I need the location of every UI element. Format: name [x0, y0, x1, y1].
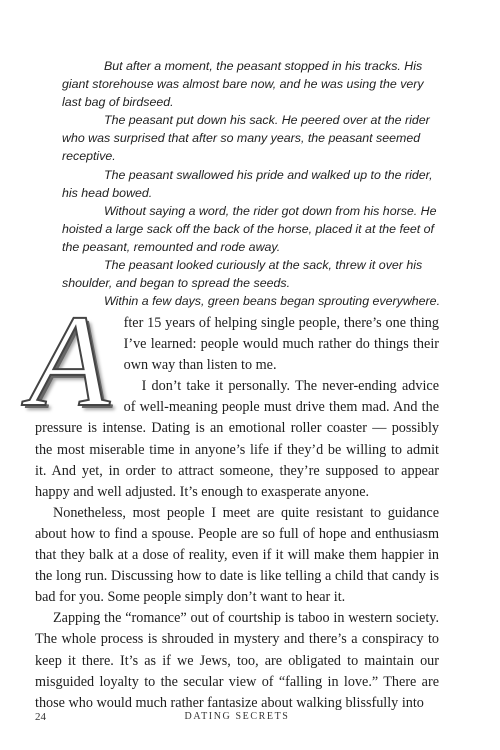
body-paragraph: Nonetheless, most people I meet are quite resistant to guidance about how to find a spouse. People are so full of hope and enthusiasm that they balk at a dose of reality, even if it will make them happier in the long run. Discussing how to date is like telling a child that candy is bad for you. Some people simply don’t want to hear it.: [35, 504, 439, 606]
body-paragraph: Zapping the “romance” out of courtship is taboo in western society. The whole process is shrouded in mystery and there’s a conspiracy to keep it there. It’s as if we Jews, too, are obligated to maintain our misguided loyalty to the secular view of “falling in love.” There are those who would much rather fantasize about walking blissfully into: [35, 610, 439, 711]
drop-cap-letter: A: [29, 287, 110, 434]
italic-paragraph: But after a moment, the peasant stopped in his tracks. His giant storehouse was almost bare now, and he was using the very last bag of birdseed.: [62, 59, 424, 110]
running-head: DATING SECRETS: [184, 711, 290, 722]
italic-story-excerpt: [62, 57, 442, 310]
italic-paragraph: Within a few days, green beans began sprouting everywhere.: [104, 294, 441, 309]
italic-paragraph: The peasant put down his sack. He peered over at the rider who was surprised that after so many years, the peasant seemed receptive.: [62, 113, 430, 164]
italic-paragraph: The peasant swallowed his pride and walked up to the rider, his head bowed.: [62, 167, 433, 200]
italic-paragraph: The peasant looked curiously at the sack, threw it over his shoulder, and began to spread the seeds.: [62, 258, 423, 291]
first-paragraph-text: fter 15 years of helping single people, there’s one thing I’ve learned: people would much rather do things their own way than listen to me.: [123, 315, 439, 374]
body-paragraph: I don’t take it personally. The never-ending advice of well-meaning people must drive them mad. And the pressure is intense. Dating is an emotional roller coaster — possibly the most miserable time in anyone’s life if they’d be willing to admit it. And yet, in order to attract someone, they’re supposed to appear happy and well adjusted. It’s enough to exasperate anyone.: [35, 378, 439, 500]
page-number: 24: [35, 711, 46, 723]
italic-paragraph: Without saying a word, the rider got down from his horse. He hoisted a large sack off the back of the horse, placed it at the feet of the peasant, remounted and rode away.: [62, 203, 437, 254]
